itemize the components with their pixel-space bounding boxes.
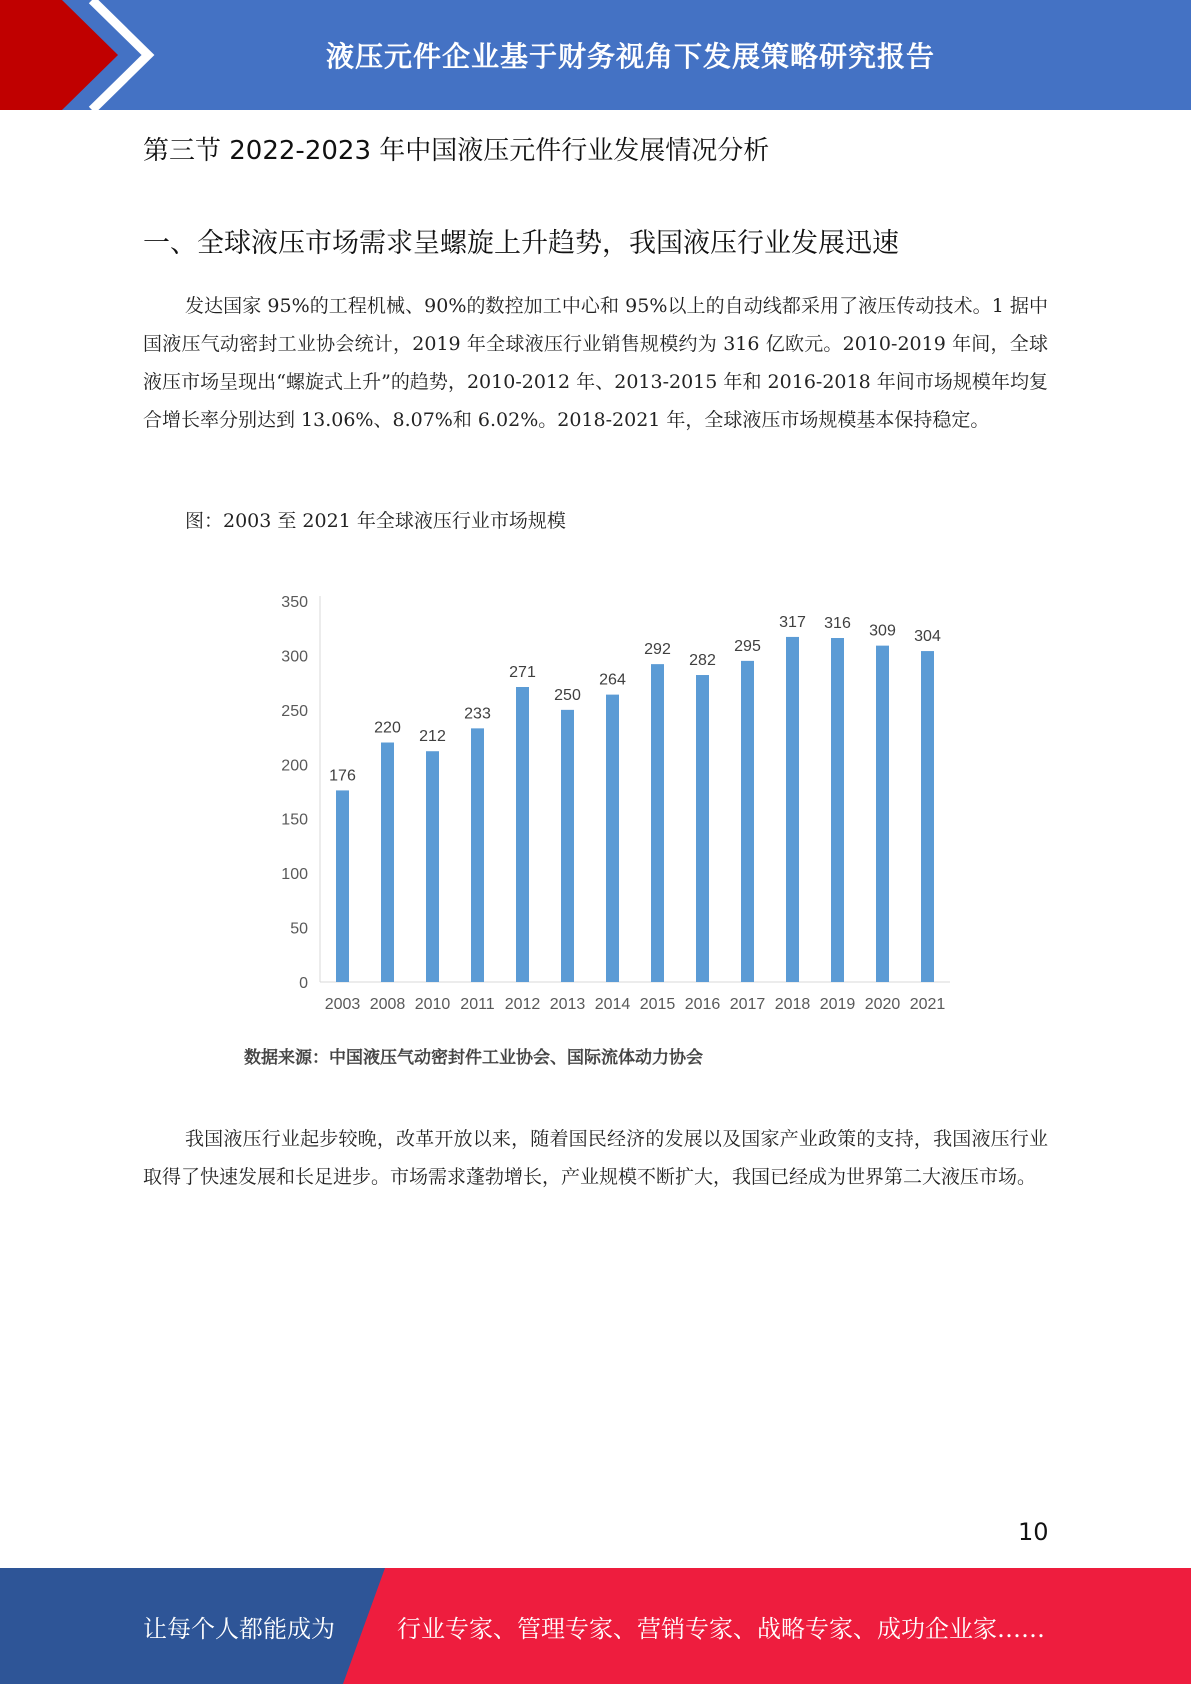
bar (381, 743, 394, 982)
bar (336, 790, 349, 982)
x-tick-label: 2021 (909, 996, 946, 1013)
y-tick-label: 50 (290, 920, 308, 938)
header-band (0, 0, 1191, 110)
x-tick-label: 2016 (684, 996, 721, 1013)
data-label: 212 (419, 728, 446, 746)
report-title: 液压元件企业基于财务视角下发展策略研究报告 (325, 40, 935, 73)
bar (516, 687, 529, 982)
section-title: 第三节 2022-2023 年中国液压元件行业发展情况分析 (143, 136, 770, 166)
x-tick-label: 2010 (414, 996, 451, 1013)
x-tick-label: 2013 (549, 996, 586, 1013)
data-label: 271 (509, 663, 536, 681)
bar (651, 664, 664, 982)
data-label: 250 (554, 686, 581, 704)
y-tick-label: 0 (299, 975, 308, 992)
bar (426, 751, 439, 982)
x-tick-label: 2012 (504, 996, 541, 1013)
data-label: 309 (869, 622, 896, 640)
x-tick-label: 2003 (324, 996, 361, 1013)
data-label: 316 (824, 615, 851, 633)
data-label: 233 (464, 705, 491, 723)
data-label: 264 (599, 671, 626, 689)
x-tick-label: 2011 (460, 996, 495, 1013)
data-label: 282 (689, 652, 716, 670)
x-tick-label: 2020 (864, 996, 901, 1013)
bar (696, 675, 709, 982)
bar (741, 661, 754, 982)
y-tick-label: 250 (281, 702, 308, 720)
bar (786, 637, 799, 982)
footer-band (0, 1568, 1191, 1684)
bar (561, 710, 574, 982)
red-chevron-shape (0, 0, 118, 110)
bar (921, 651, 934, 982)
data-label: 317 (779, 613, 806, 631)
body-paragraph-2: 我国液压行业起步较晚，改革开放以来，随着国民经济的发展以及国家产业政策的支持，我国液压行业取得了快速发展和长足进步。市场需求蓬勃增长，产业规模不断扩大，我国已经成为世界第二大液压市场。 (143, 1128, 1048, 1188)
sub-heading: 一、全球液压市场需求呈螺旋上升趋势，我国液压行业发展迅速 (143, 228, 899, 259)
body-paragraph-1: 发达国家 95%的工程机械、90%的数控加工中心和 95%以上的自动线都采用了液压传动技术。1 据中国液压气动密封工业协会统计，2019 年全球液压行业销售规模约为 316 亿欧元。2010-2019 年间，全球液压市场呈现出“螺旋式上升”的趋势，2010-2012 年、2013-2015 年和 2016-2018 年间市场规模年均复合增长率分别达到 13.06%、8.07%和 6.02%。2018-2021 年，全球液压市场规模基本保持稳定。 (143, 295, 1048, 431)
bar (471, 728, 484, 982)
x-tick-label: 2017 (729, 996, 766, 1013)
data-label: 220 (374, 719, 401, 737)
x-tick-label: 2008 (369, 996, 406, 1013)
x-tick-label: 2015 (639, 996, 676, 1013)
data-label: 295 (734, 637, 761, 655)
page-number: 10 (1018, 1518, 1049, 1546)
header-arrow-decoration (0, 0, 160, 110)
data-label: 292 (644, 641, 671, 659)
y-tick-label: 100 (281, 866, 308, 884)
figure-caption: 图：2003 至 2021 年全球液压行业市场规模 (185, 510, 566, 532)
x-tick-label: 2014 (594, 996, 631, 1013)
footer-slogan-right: 行业专家、管理专家、营销专家、战略专家、成功企业家…… (397, 1614, 1045, 1643)
bar (876, 646, 889, 982)
y-tick-label: 300 (281, 648, 308, 666)
footer-slogan-left: 让每个人都能成为 (143, 1614, 335, 1643)
y-tick-label: 150 (281, 811, 308, 829)
bar (606, 695, 619, 982)
data-label: 176 (329, 767, 356, 785)
market-size-bar-chart (250, 575, 970, 1015)
x-tick-label: 2019 (819, 996, 856, 1013)
data-label: 304 (914, 628, 941, 646)
y-tick-label: 200 (281, 757, 308, 775)
x-tick-label: 2018 (774, 996, 811, 1013)
source-note: 数据来源：中国液压气动密封件工业协会、国际流体动力协会 (244, 1048, 703, 1068)
bar (831, 638, 844, 982)
y-tick-label: 350 (281, 594, 308, 611)
